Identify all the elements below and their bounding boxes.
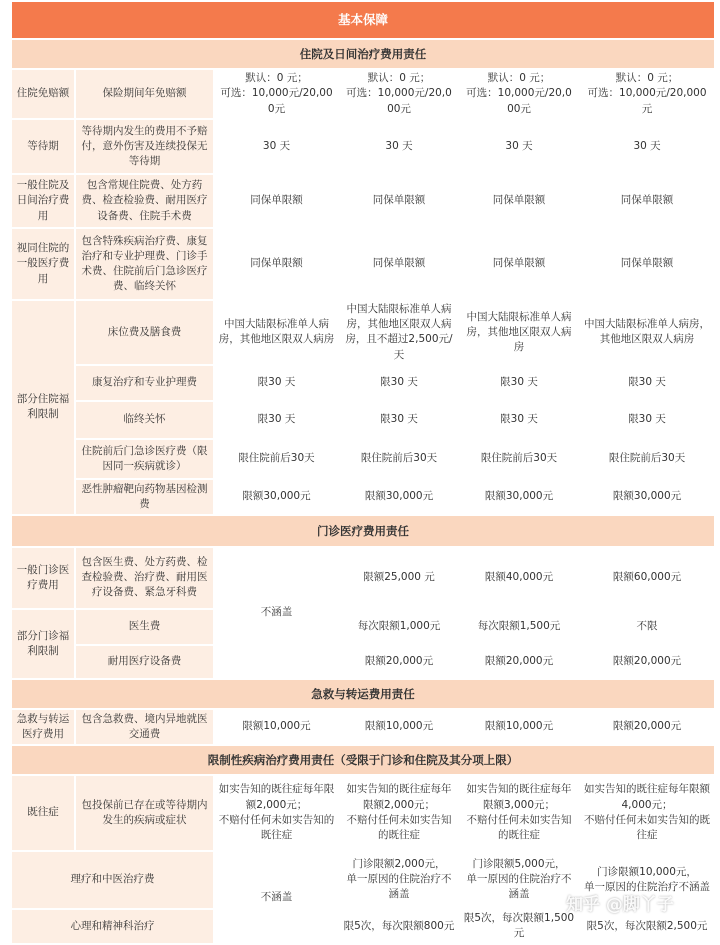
cell-value: 限5次，每次限额2,500元 — [579, 909, 715, 944]
section-restricted: 限制性疾病治疗费用责任（受限于门诊和住院及其分项上限） — [11, 745, 715, 775]
cell-value: 默认：0 元； 可选：10,000元/20,000元 — [459, 69, 579, 119]
row-desc: 包含急救费、境内异地就医交通费 — [75, 709, 214, 745]
cell-value: 限30 天 — [339, 401, 459, 439]
row-desc: 医生费 — [75, 609, 214, 645]
cell-value: 如实告知的既往症每年限额2,000元； 不赔付任何未如实告知的既往症 — [339, 775, 459, 851]
cell-value: 如实告知的既往症每年限额2,000元； 不赔付任何未如实告知的既往症 — [214, 775, 339, 851]
row-desc: 包投保前已存在或等待期内发生的疾病或症状 — [75, 775, 214, 851]
cell-value: 门诊限额10,000元， 单一原因的住院治疗不涵盖 — [579, 851, 715, 909]
row-label: 部分住院福利限制 — [11, 300, 75, 515]
row-label: 一般住院及日间治疗费用 — [11, 174, 75, 228]
cell-value: 30 天 — [339, 119, 459, 174]
section-row — [11, 745, 715, 775]
cell-value: 30 天 — [459, 119, 579, 174]
section-outpatient: 门诊医疗费用责任 — [11, 515, 715, 547]
row-desc: 床位费及膳食费 — [75, 300, 214, 365]
cell-value: 同保单限额 — [459, 228, 579, 300]
row-label: 既往症 — [11, 775, 75, 851]
cell-value: 限住院前后30天 — [459, 439, 579, 479]
cell-value: 中国大陆限标准单人病房，其他地区限双人病房，且不超过2,500元/天 — [339, 300, 459, 365]
cell-value: 限额30,000元 — [214, 479, 339, 515]
cell-value: 如实告知的既往症每年限额4,000元； 不赔付任何未如实告知的既往症 — [579, 775, 715, 851]
cell-value: 每次限额1,500元 — [459, 609, 579, 645]
row-desc: 恶性肿瘤靶向药物基因检测费 — [75, 479, 214, 515]
cell-value: 限住院前后30天 — [579, 439, 715, 479]
table-row — [11, 709, 715, 745]
table-row — [11, 479, 715, 515]
table-row — [11, 365, 715, 401]
section-inpatient: 住院及日间治疗费用责任 — [11, 39, 715, 69]
cell-value: 限额30,000元 — [579, 479, 715, 515]
cell-value: 限额20,000元 — [579, 645, 715, 679]
cell-value: 限额10,000元 — [214, 709, 339, 745]
table-row — [11, 645, 715, 679]
cell-value: 限30 天 — [579, 401, 715, 439]
row-desc: 包含特殊疾病治疗费、康复治疗和专业护理费、门诊手术费、住院前后门急诊医疗费、临终关怀 — [75, 228, 214, 300]
table-row — [11, 228, 715, 300]
cell-value: 限30 天 — [459, 365, 579, 401]
cell-value: 限额30,000元 — [339, 479, 459, 515]
table-row — [11, 439, 715, 479]
cell-value: 限额25,000 元 — [339, 547, 459, 609]
cell-value: 限额40,000元 — [459, 547, 579, 609]
cell-value: 同保单限额 — [339, 228, 459, 300]
row-label: 部分门诊福利限制 — [11, 609, 75, 679]
row-desc: 包含医生费、处方药费、检查检验费、治疗费、耐用医疗设备费、紧急牙科费 — [75, 547, 214, 609]
cell-value: 同保单限额 — [339, 174, 459, 228]
table-header: 基本保障 — [11, 1, 715, 39]
row-label: 住院免赔额 — [11, 69, 75, 119]
cell-value: 限30 天 — [339, 365, 459, 401]
row-desc: 康复治疗和专业护理费 — [75, 365, 214, 401]
row-desc: 理疗和中医治疗费 — [11, 851, 214, 909]
cell-value: 限30 天 — [459, 401, 579, 439]
table-row — [11, 69, 715, 119]
cell-value: 限额10,000元 — [459, 709, 579, 745]
section-emergency: 急救与转运费用责任 — [11, 679, 715, 709]
cell-value: 限30 天 — [214, 401, 339, 439]
row-label: 视同住院的一般医疗费用 — [11, 228, 75, 300]
cell-value: 限额20,000元 — [579, 709, 715, 745]
cell-value: 同保单限额 — [579, 228, 715, 300]
section-row — [11, 515, 715, 547]
row-desc: 临终关怀 — [75, 401, 214, 439]
table-row — [11, 119, 715, 174]
cell-value: 如实告知的既往症每年限额3,000元； 不赔付任何未如实告知的既往症 — [459, 775, 579, 851]
table-row — [11, 547, 715, 609]
row-desc: 等待期内发生的费用不予赔付，意外伤害及连续投保无等待期 — [75, 119, 214, 174]
cell-value: 限额10,000元 — [339, 709, 459, 745]
row-label: 急救与转运医疗费用 — [11, 709, 75, 745]
cell-value: 限额30,000元 — [459, 479, 579, 515]
cell-value: 门诊限额5,000元， 单一原因的住院治疗不涵盖 — [459, 851, 579, 909]
cell-value: 30 天 — [214, 119, 339, 174]
cell-value: 每次限额1,000元 — [339, 609, 459, 645]
table-row — [11, 775, 715, 851]
cell-value: 同保单限额 — [214, 228, 339, 300]
watermark: 知乎 @脚丫子 — [566, 895, 674, 915]
cell-value: 同保单限额 — [459, 174, 579, 228]
cell-value: 30 天 — [579, 119, 715, 174]
row-desc: 心理和精神科治疗 — [11, 909, 214, 944]
cell-value: 限30 天 — [579, 365, 715, 401]
cell-value: 默认：0 元； 可选：10,000元/20,000元 — [214, 69, 339, 119]
row-desc: 包含常规住院费、处方药费、检查检验费、耐用医疗设备费、住院手术费 — [75, 174, 214, 228]
row-label: 一般门诊医疗费用 — [11, 547, 75, 609]
cell-value: 限住院前后30天 — [339, 439, 459, 479]
row-desc: 保险期间年免赔额 — [75, 69, 214, 119]
cell-value: 不限 — [579, 609, 715, 645]
cell-value: 同保单限额 — [579, 174, 715, 228]
cell-value: 中国大陆限标准单人病房，其他地区限双人病房 — [459, 300, 579, 365]
cell-value: 门诊限额2,000元， 单一原因的住院治疗不涵盖 — [339, 851, 459, 909]
section-row — [11, 39, 715, 69]
cell-value: 限额20,000元 — [459, 645, 579, 679]
row-desc: 耐用医疗设备费 — [75, 645, 214, 679]
cell-value: 不涵盖 — [214, 547, 339, 679]
row-label: 等待期 — [11, 119, 75, 174]
cell-value: 限住院前后30天 — [214, 439, 339, 479]
cell-value: 中国大陆限标准单人病房，其他地区限双人病房 — [214, 300, 339, 365]
cell-value: 默认：0 元； 可选：10,000元/20,000元 — [579, 69, 715, 119]
cell-value: 限额20,000元 — [339, 645, 459, 679]
section-row — [11, 679, 715, 709]
cell-value: 限30 天 — [214, 365, 339, 401]
row-desc: 住院前后门急诊医疗费（限因同一疾病就诊） — [75, 439, 214, 479]
table-row — [11, 174, 715, 228]
header-row — [11, 1, 715, 39]
cell-value: 限5次，每次限额800元 — [339, 909, 459, 944]
table-row — [11, 609, 715, 645]
cell-value: 同保单限额 — [214, 174, 339, 228]
cell-value: 限额60,000元 — [579, 547, 715, 609]
benefit-table — [10, 0, 716, 945]
cell-value: 默认：0 元； 可选：10,000元/20,000元 — [339, 69, 459, 119]
table-row — [11, 300, 715, 365]
cell-value: 中国大陆限标准单人病房，其他地区限双人病房 — [579, 300, 715, 365]
cell-value: 不涵盖 — [214, 851, 339, 944]
cell-value: 限5次，每次限额1,500元 — [459, 909, 579, 944]
table-row — [11, 401, 715, 439]
